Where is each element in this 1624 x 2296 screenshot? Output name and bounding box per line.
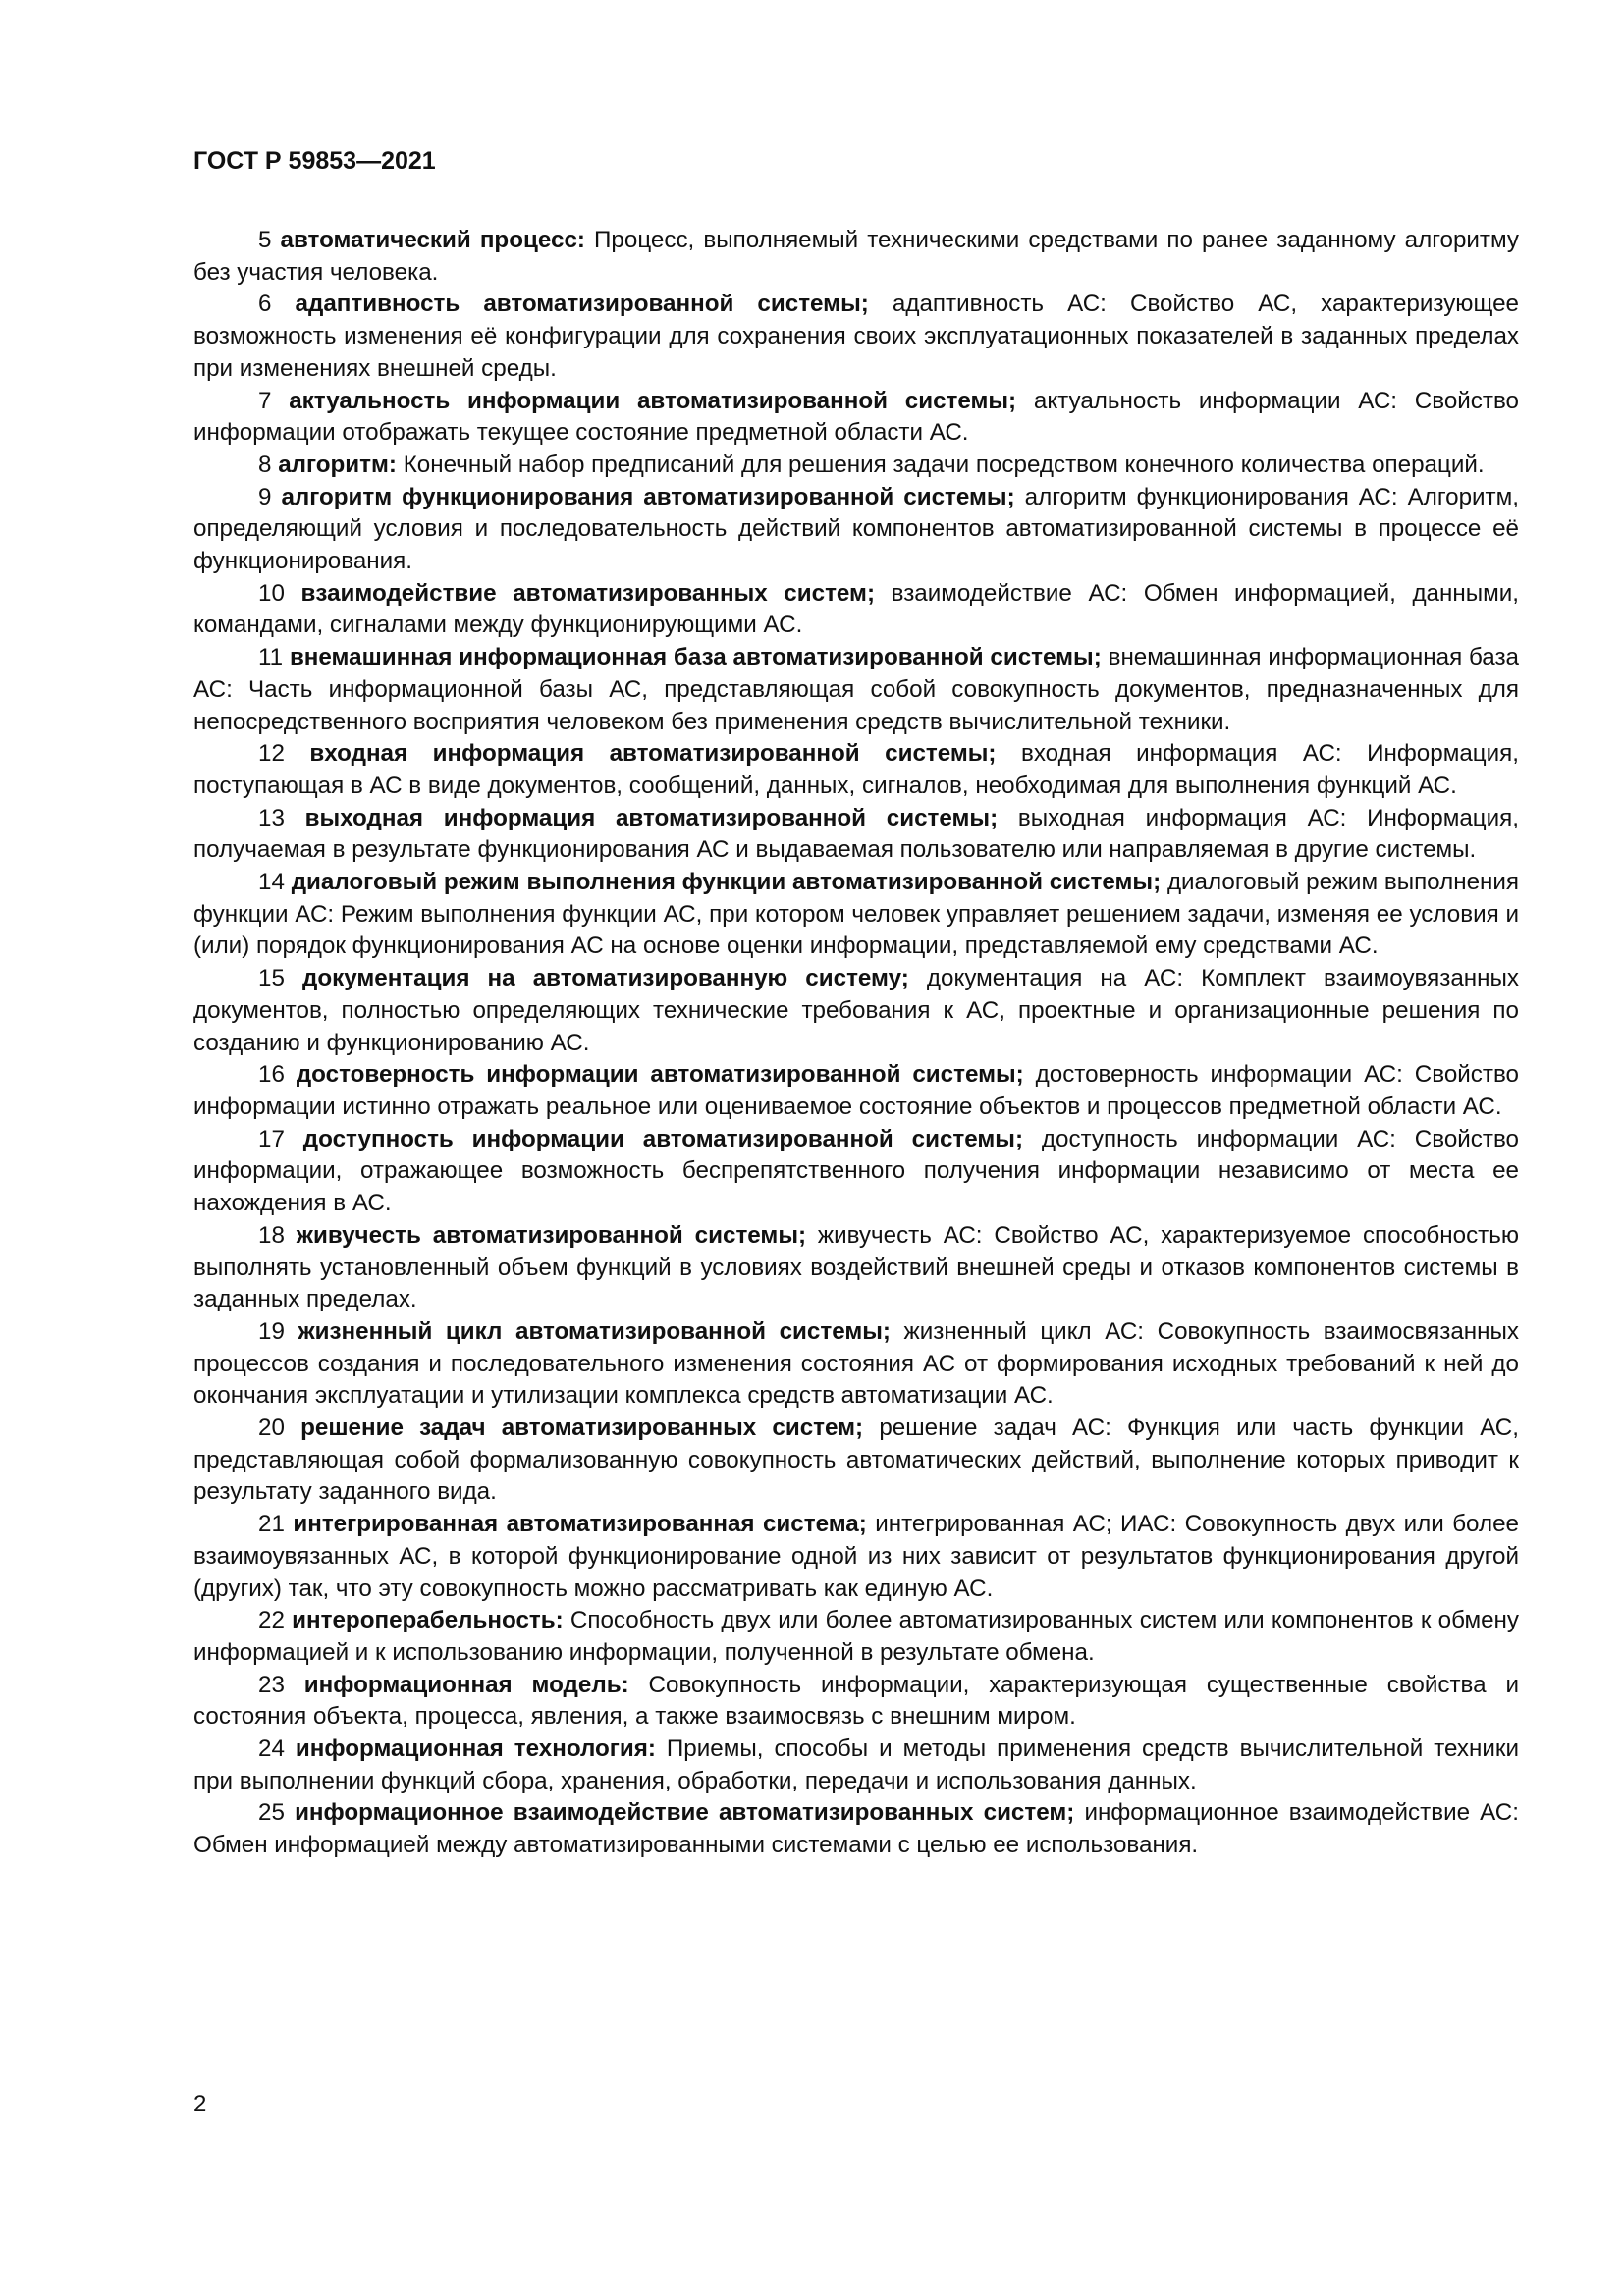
- entry-term: информационная модель:: [303, 1671, 629, 1698]
- term-entry: [193, 963, 1519, 1059]
- entry-term: автоматический процесс:: [280, 227, 585, 253]
- term-entry: [193, 867, 1519, 963]
- entry-definition: диалоговый режим выполнения функции АС: Режим выполнения функции АС, при котором человек управляет решением задачи, изменяя ее условия и (или) порядок функционирования АС на основе оценки информации, представляемой ему средствами АС.: [193, 869, 1519, 960]
- entry-definition: жизненный цикл АС: Совокупность взаимосвязанных процессов создания и последовательного изменения состояния АС от формирования исходных требований к ней до окончания эксплуатации и утилизации комплекса средств автоматизации АС.: [193, 1317, 1519, 1410]
- entry-number: 14: [258, 869, 285, 896]
- entry-number: 11: [258, 644, 284, 671]
- entry-number: 16: [258, 1061, 285, 1089]
- entry-term: достоверность информации автоматизированной системы;: [296, 1061, 1024, 1089]
- entry-number: 7: [258, 387, 272, 414]
- entry-definition: адаптивность АС: Свойство АС, характеризующее возможность изменения её конфигурации для сохранения своих эксплуатационных показателей в заданных пределах при изменениях внешней среды.: [193, 291, 1519, 382]
- entry-definition: живучесть АС: Свойство АС, характеризуемое способностью выполнять установленный объем функций в условиях воздействий внешней среды и отказов компонентов системы в заданных пределах.: [193, 1221, 1519, 1313]
- entry-term: доступность информации автоматизированной системы;: [302, 1125, 1024, 1152]
- term-entry: [193, 450, 1519, 482]
- term-entry: [193, 738, 1519, 802]
- entry-number: 18: [258, 1221, 285, 1249]
- entry-definition: Способность двух или более автоматизированных систем или компонентов к обмену информацией и к использованию информации, полученной в результате обмена.: [193, 1607, 1519, 1666]
- entry-term: информационное взаимодействие автоматизированных систем;: [295, 1799, 1075, 1827]
- term-entry: [193, 1605, 1519, 1669]
- entry-term: жизненный цикл автоматизированной системы;: [298, 1317, 891, 1345]
- term-entry: [193, 1509, 1519, 1605]
- entry-definition: решение задач АС: Функция или часть функции АС, представляющая собой формализованную совокупность автоматических действий, выполнение которых приводит к результату заданного вида.: [193, 1415, 1519, 1506]
- term-entry: [193, 289, 1519, 385]
- entry-number: 12: [258, 740, 285, 768]
- entry-definition: Совокупность информации, характеризующая существенные свойства и состояния объекта, процесса, явления, а также взаимосвязь с внешним миром.: [193, 1671, 1519, 1731]
- entry-definition: входная информация АС: Информация, поступающая в АС в виде документов, сообщений, данных, сигналов, необходимая для выполнения функций АС.: [193, 740, 1519, 799]
- term-entry: [193, 1059, 1519, 1123]
- entry-number: 24: [258, 1735, 285, 1763]
- entry-number: 10: [258, 579, 285, 607]
- entry-definition: Процесс, выполняемый техническими средствами по ранее заданному алгоритму без участия человека.: [193, 227, 1519, 286]
- entry-number: 5: [258, 227, 272, 253]
- entry-term: выходная информация автоматизированной системы;: [304, 804, 999, 831]
- entry-number: 20: [258, 1415, 285, 1442]
- entry-term: входная информация автоматизированной системы;: [309, 740, 997, 768]
- entry-term: интегрированная автоматизированная система;: [293, 1511, 867, 1538]
- entry-number: 19: [258, 1317, 285, 1345]
- entry-definition: Конечный набор предписаний для решения задачи посредством конечного количества операций.: [403, 451, 1485, 478]
- entry-term: живучесть автоматизированной системы;: [296, 1221, 807, 1249]
- entry-term: алгоритм функционирования автоматизированной системы;: [281, 483, 1015, 510]
- entry-definition: интегрированная АС; ИАС: Совокупность двух или более взаимоувязанных АС, в которой функционирование одной из них зависит от результатов функционирования другой (других) так, что эту совокупность можно рассматривать как единую АС.: [193, 1511, 1519, 1602]
- page-number: 2: [193, 2091, 207, 2117]
- entry-number: 17: [258, 1125, 285, 1152]
- entry-number: 8: [258, 451, 272, 478]
- term-entry: [193, 578, 1519, 642]
- entry-term: актуальность информации автоматизированной системы;: [289, 387, 1017, 414]
- term-entry: [193, 225, 1519, 289]
- entry-term: адаптивность автоматизированной системы;: [295, 291, 869, 318]
- term-entry: [193, 1797, 1519, 1861]
- term-entry: [193, 642, 1519, 738]
- entry-definition: достоверность информации АС: Свойство информации истинно отражать реальное или оцениваемое состояние объектов и процессов предметной области АС.: [193, 1061, 1519, 1120]
- term-entry: [193, 1413, 1519, 1509]
- entry-definition: актуальность информации АС: Свойство информации отображать текущее состояние предметной области АС.: [193, 387, 1519, 447]
- entry-definition: Приемы, способы и методы применения средств вычислительной техники при выполнении функций сбора, хранения, обработки, передачи и использования данных.: [193, 1735, 1519, 1794]
- term-entry: [193, 803, 1519, 867]
- entry-number: 15: [258, 965, 285, 992]
- entry-term: информационная технология:: [295, 1735, 656, 1763]
- entry-term: алгоритм:: [278, 451, 397, 478]
- entry-definition: алгоритм функционирования АС: Алгоритм, определяющий условия и последовательность действий компонентов автоматизированной системы в процессе её функционирования.: [193, 483, 1519, 575]
- entry-number: 9: [258, 483, 272, 510]
- term-entry: [193, 1734, 1519, 1797]
- entry-definition: взаимодействие АС: Обмен информацией, данными, командами, сигналами между функционирующими АС.: [193, 579, 1519, 639]
- terms-list: [193, 225, 1519, 1862]
- entry-definition: внемашинная информационная база АС: Часть информационной базы АС, представляющая собой совокупность документов, предназначенных для непосредственного восприятия человеком без применения средств вычислительной техники.: [193, 644, 1519, 735]
- entry-term: внемашинная информационная база автоматизированной системы;: [289, 644, 1102, 671]
- entry-number: 21: [258, 1511, 285, 1538]
- document-header: ГОСТ Р 59853—2021: [193, 147, 436, 175]
- entry-number: 25: [258, 1799, 285, 1827]
- term-entry: [193, 1316, 1519, 1413]
- entry-definition: документация на АС: Комплект взаимоувязанных документов, полностью определяющих технические требования к АС, проектные и организационные решения по созданию и функционированию АС.: [193, 965, 1519, 1056]
- entry-number: 23: [258, 1671, 285, 1698]
- entry-term: интероперабельность:: [292, 1607, 564, 1634]
- entry-definition: доступность информации АС: Свойство информации, отражающее возможность беспрепятственного получения информации независимо от места ее нахождения в АС.: [193, 1125, 1519, 1217]
- term-entry: [193, 1124, 1519, 1220]
- entry-number: 22: [258, 1607, 285, 1634]
- entry-term: документация на автоматизированную систему;: [302, 965, 909, 992]
- term-entry: [193, 386, 1519, 450]
- entry-term: взаимодействие автоматизированных систем;: [300, 579, 876, 607]
- term-entry: [193, 1670, 1519, 1734]
- entry-term: диалоговый режим выполнения функции автоматизированной системы;: [291, 869, 1162, 896]
- entry-definition: информационное взаимодействие АС: Обмен информацией между автоматизированными системами с целью ее использования.: [193, 1799, 1519, 1859]
- entry-number: 6: [258, 291, 272, 318]
- term-entry: [193, 1220, 1519, 1316]
- term-entry: [193, 482, 1519, 578]
- entry-term: решение задач автоматизированных систем;: [300, 1415, 864, 1442]
- entry-number: 13: [258, 804, 285, 831]
- entry-definition: выходная информация АС: Информация, получаемая в результате функционирования АС и выдаваемая пользователю или направляемая в другие системы.: [193, 804, 1519, 864]
